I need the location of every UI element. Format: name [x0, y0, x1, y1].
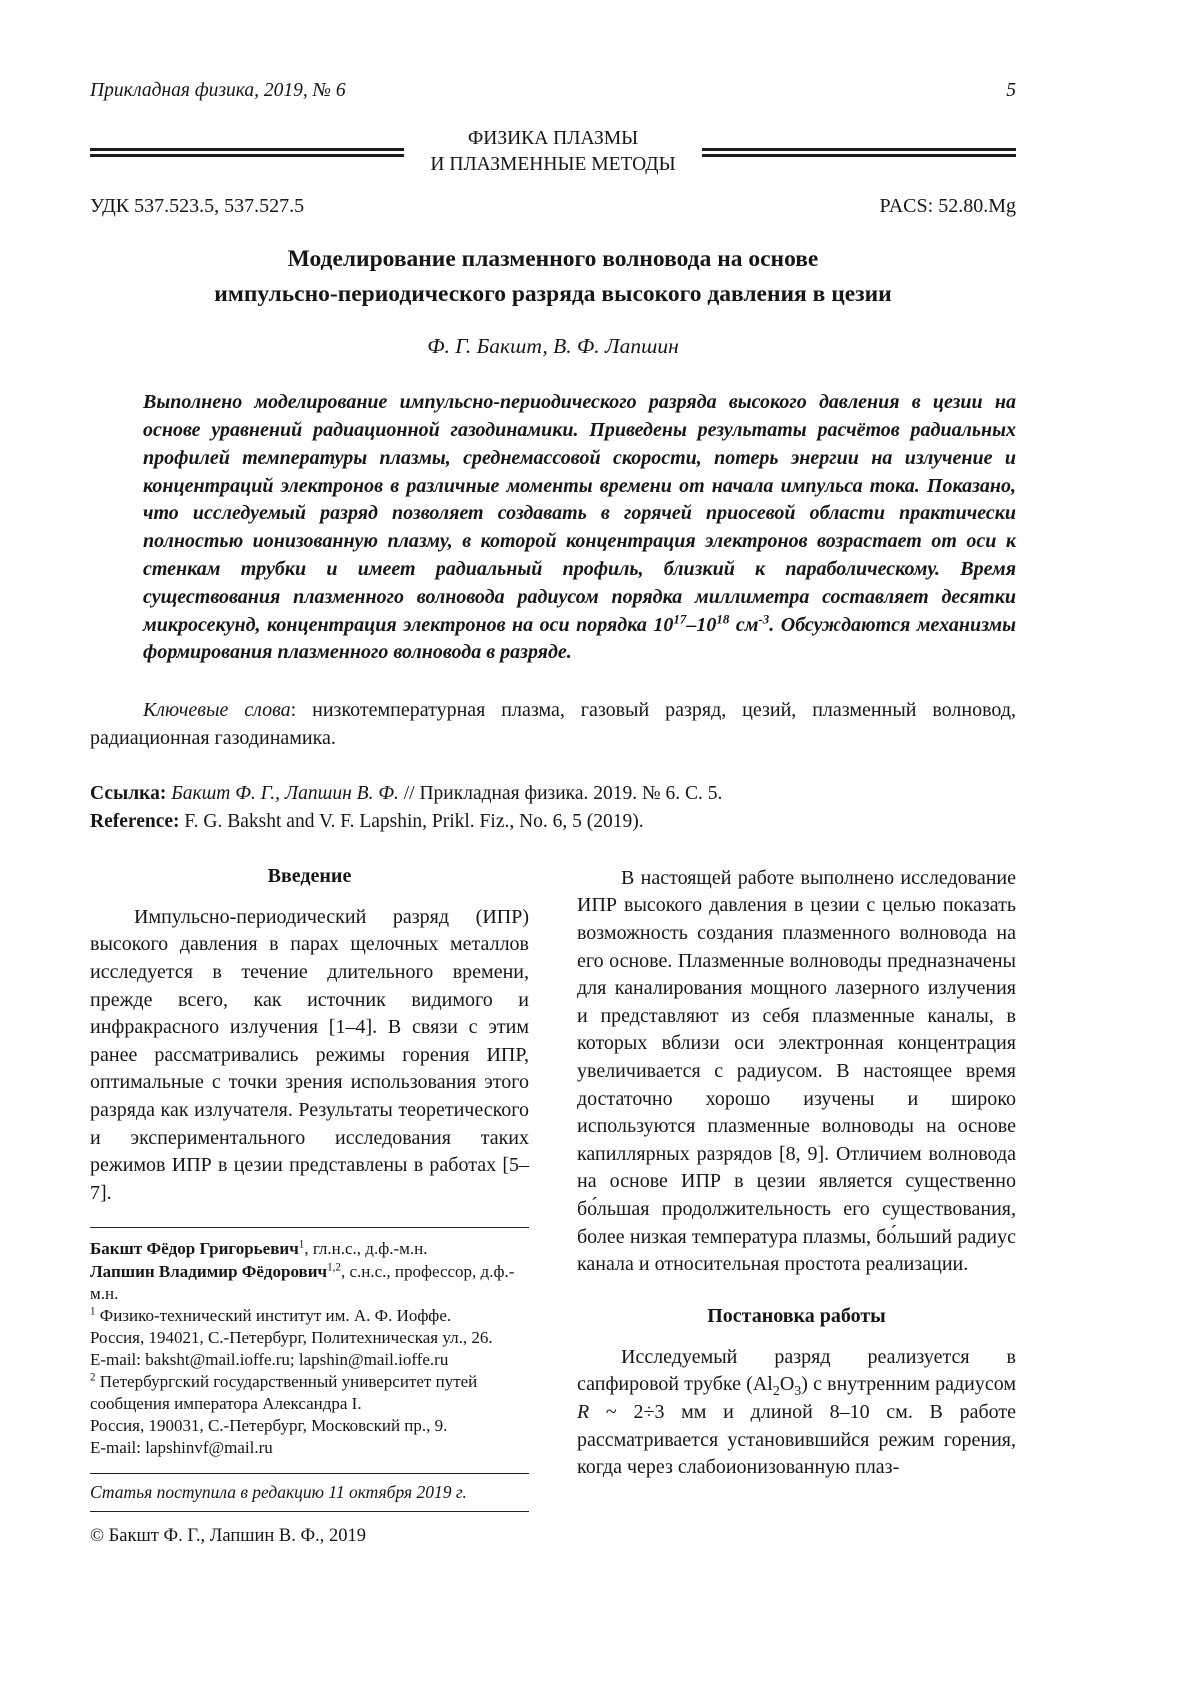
right-double-rule	[702, 148, 1016, 157]
introduction-paragraph: Импульсно-периодический разряд (ИПР) высокого давления в парах щелочных металлов исследуется в течение длительного времени, прежде всего, как источник видимого и инфракрасного излучения [1–4]. В связи с этим ранее рассматривались режимы горения ИПР, оптимальные с точки зрения использования этого разряда как излучателя. Результаты теоретического и экспериментального исследования таких режимов ИПР в цезии представлены в работах [5–7].	[90, 905, 529, 1204]
article-title-line2: импульсно-периодического разряда высокого давления в цезии	[214, 280, 892, 307]
section-title-line1: ФИЗИКА ПЛАЗМЫ	[467, 128, 639, 149]
article-abstract: Выполнено моделирование импульсно-периодического разряда высокого давления в цезии на основе уравнений радиационной газодинамики. Приведены результаты расчётов радиальных профилей температуры плазмы, среднемассовой скорости, потерь энергии на излучение и концентраций электронов в различные моменты времени от начала импульса тока. Показано, что исследуемый разряд позволяет создавать в горячей приосевой области практически полностью ионизованную плазму, в которой концентрация электронов возрастает от оси к стенкам трубки и имеет радиальный профиль, близкий к параболическому. Время существования плазменного волновода радиусом порядка миллиметра составляет десятки микросекунд, концентрация электронов на оси порядка $10^{17}-10^{18}$ $см^{-3}$. Обсуждаются механизмы формирования плазменного волновода в разряде.	[143, 391, 1017, 664]
problem-statement-heading: Постановка работы	[707, 1304, 886, 1327]
citation-russian: Ссылка: Бакшт Ф. Г., Лапшин В. Ф. // Прикладная физика. 2019. № 6. С. 5.	[90, 783, 723, 805]
footnote-affiliation-2: $^2$ Петербургский государственный университет путей сообщения императора Александра I.	[90, 1371, 478, 1414]
footnote-email-2: E-mail: lapshinvf@mail.ru	[90, 1438, 273, 1458]
copyright-line: © Бакшт Ф. Г., Лапшин В. Ф., 2019	[90, 1526, 366, 1547]
article-title-line1: Моделирование плазменного волновода на основе	[287, 245, 819, 272]
citation-block	[90, 780, 1016, 835]
page-number: 5	[1006, 80, 1016, 101]
left-column	[90, 865, 529, 1547]
footnote-affiliation-1: $^1$ Физико-технический институт им. А. Ф. Иоффе.	[90, 1305, 452, 1325]
body-paragraph-1: В настоящей работе выполнено исследование ИПР высокого давления в цезии с целью показать возможность создания плазменного волновода на его основе. Плазменные волноводы предназначены для каналирования мощного лазерного излучения и представляют из себя плазменные каналы, в которых вблизи оси электронная концентрация увеличивается с радиусом. В настоящее время достаточно хорошо изучены и широко используются плазменные волноводы на основе капиллярных разрядов [8, 9]. Отличием волновода на основе ИПР в цезии является существенно бо́льшая продолжительность его существования, более низкая температура плазмы, бо́льший радиус канала и относительная простота реализации.	[577, 866, 1016, 1276]
two-column-body	[90, 865, 1016, 1547]
article-authors: Ф. Г. Бакшт, В. Ф. Лапшин	[427, 334, 679, 359]
footnote-author-1: Бакшт Фёдор Григорьевич$^1$, гл.н.с., д.ф.-м.н.	[90, 1238, 428, 1259]
article-title	[90, 242, 1016, 313]
footnote-author-2: Лапшин Владимир Фёдорович$^{1,2}$, с.н.с., профессор, д.ф.-м.н.	[90, 1260, 515, 1303]
received-note: Статья поступила в редакцию 11 октября 2019 г.	[90, 1473, 529, 1512]
footnote-address-1: Россия, 194021, С.-Петербург, Политехническая ул., 26.	[90, 1327, 493, 1347]
body-paragraph-2: Исследуемый разряд реализуется в сапфировой трубке $(Al_2O_3)$ с внутренним радиусом R ~ 2÷3 мм и длиной 8–10 см. В работе рассматривается установившийся режим горения, когда через слабоионизованную плаз-	[577, 1345, 1017, 1479]
pacs-code: PACS: 52.80.Mg	[879, 194, 1016, 217]
udc-code: УДК 537.523.5, 537.527.5	[90, 194, 305, 217]
footnote-block	[90, 1227, 529, 1459]
section-banner	[90, 126, 1016, 179]
footnote-email-1: E-mail: baksht@mail.ioffe.ru; lapshin@mail.ioffe.ru	[90, 1349, 449, 1369]
article-keywords: Ключевые слова: низкотемпературная плазма, газовый разряд, цезий, плазменный волновод, радиационная газодинамика.	[90, 699, 1017, 749]
section-title-line2: И ПЛАЗМЕННЫЕ МЕТОДЫ	[430, 154, 676, 176]
left-double-rule	[90, 148, 404, 157]
introduction-heading: Введение	[267, 864, 352, 887]
citation-english: Reference: F. G. Baksht and V. F. Lapshin, Prikl. Fiz., No. 6, 5 (2019).	[90, 810, 644, 832]
footnote-address-2: Россия, 190031, С.-Петербург, Московский пр., 9.	[90, 1416, 448, 1436]
running-head	[90, 80, 1016, 102]
right-column	[577, 865, 1016, 1547]
journal-title: Прикладная физика, 2019, № 6	[90, 80, 346, 101]
section-title	[404, 126, 701, 179]
classification-row	[90, 195, 1016, 218]
